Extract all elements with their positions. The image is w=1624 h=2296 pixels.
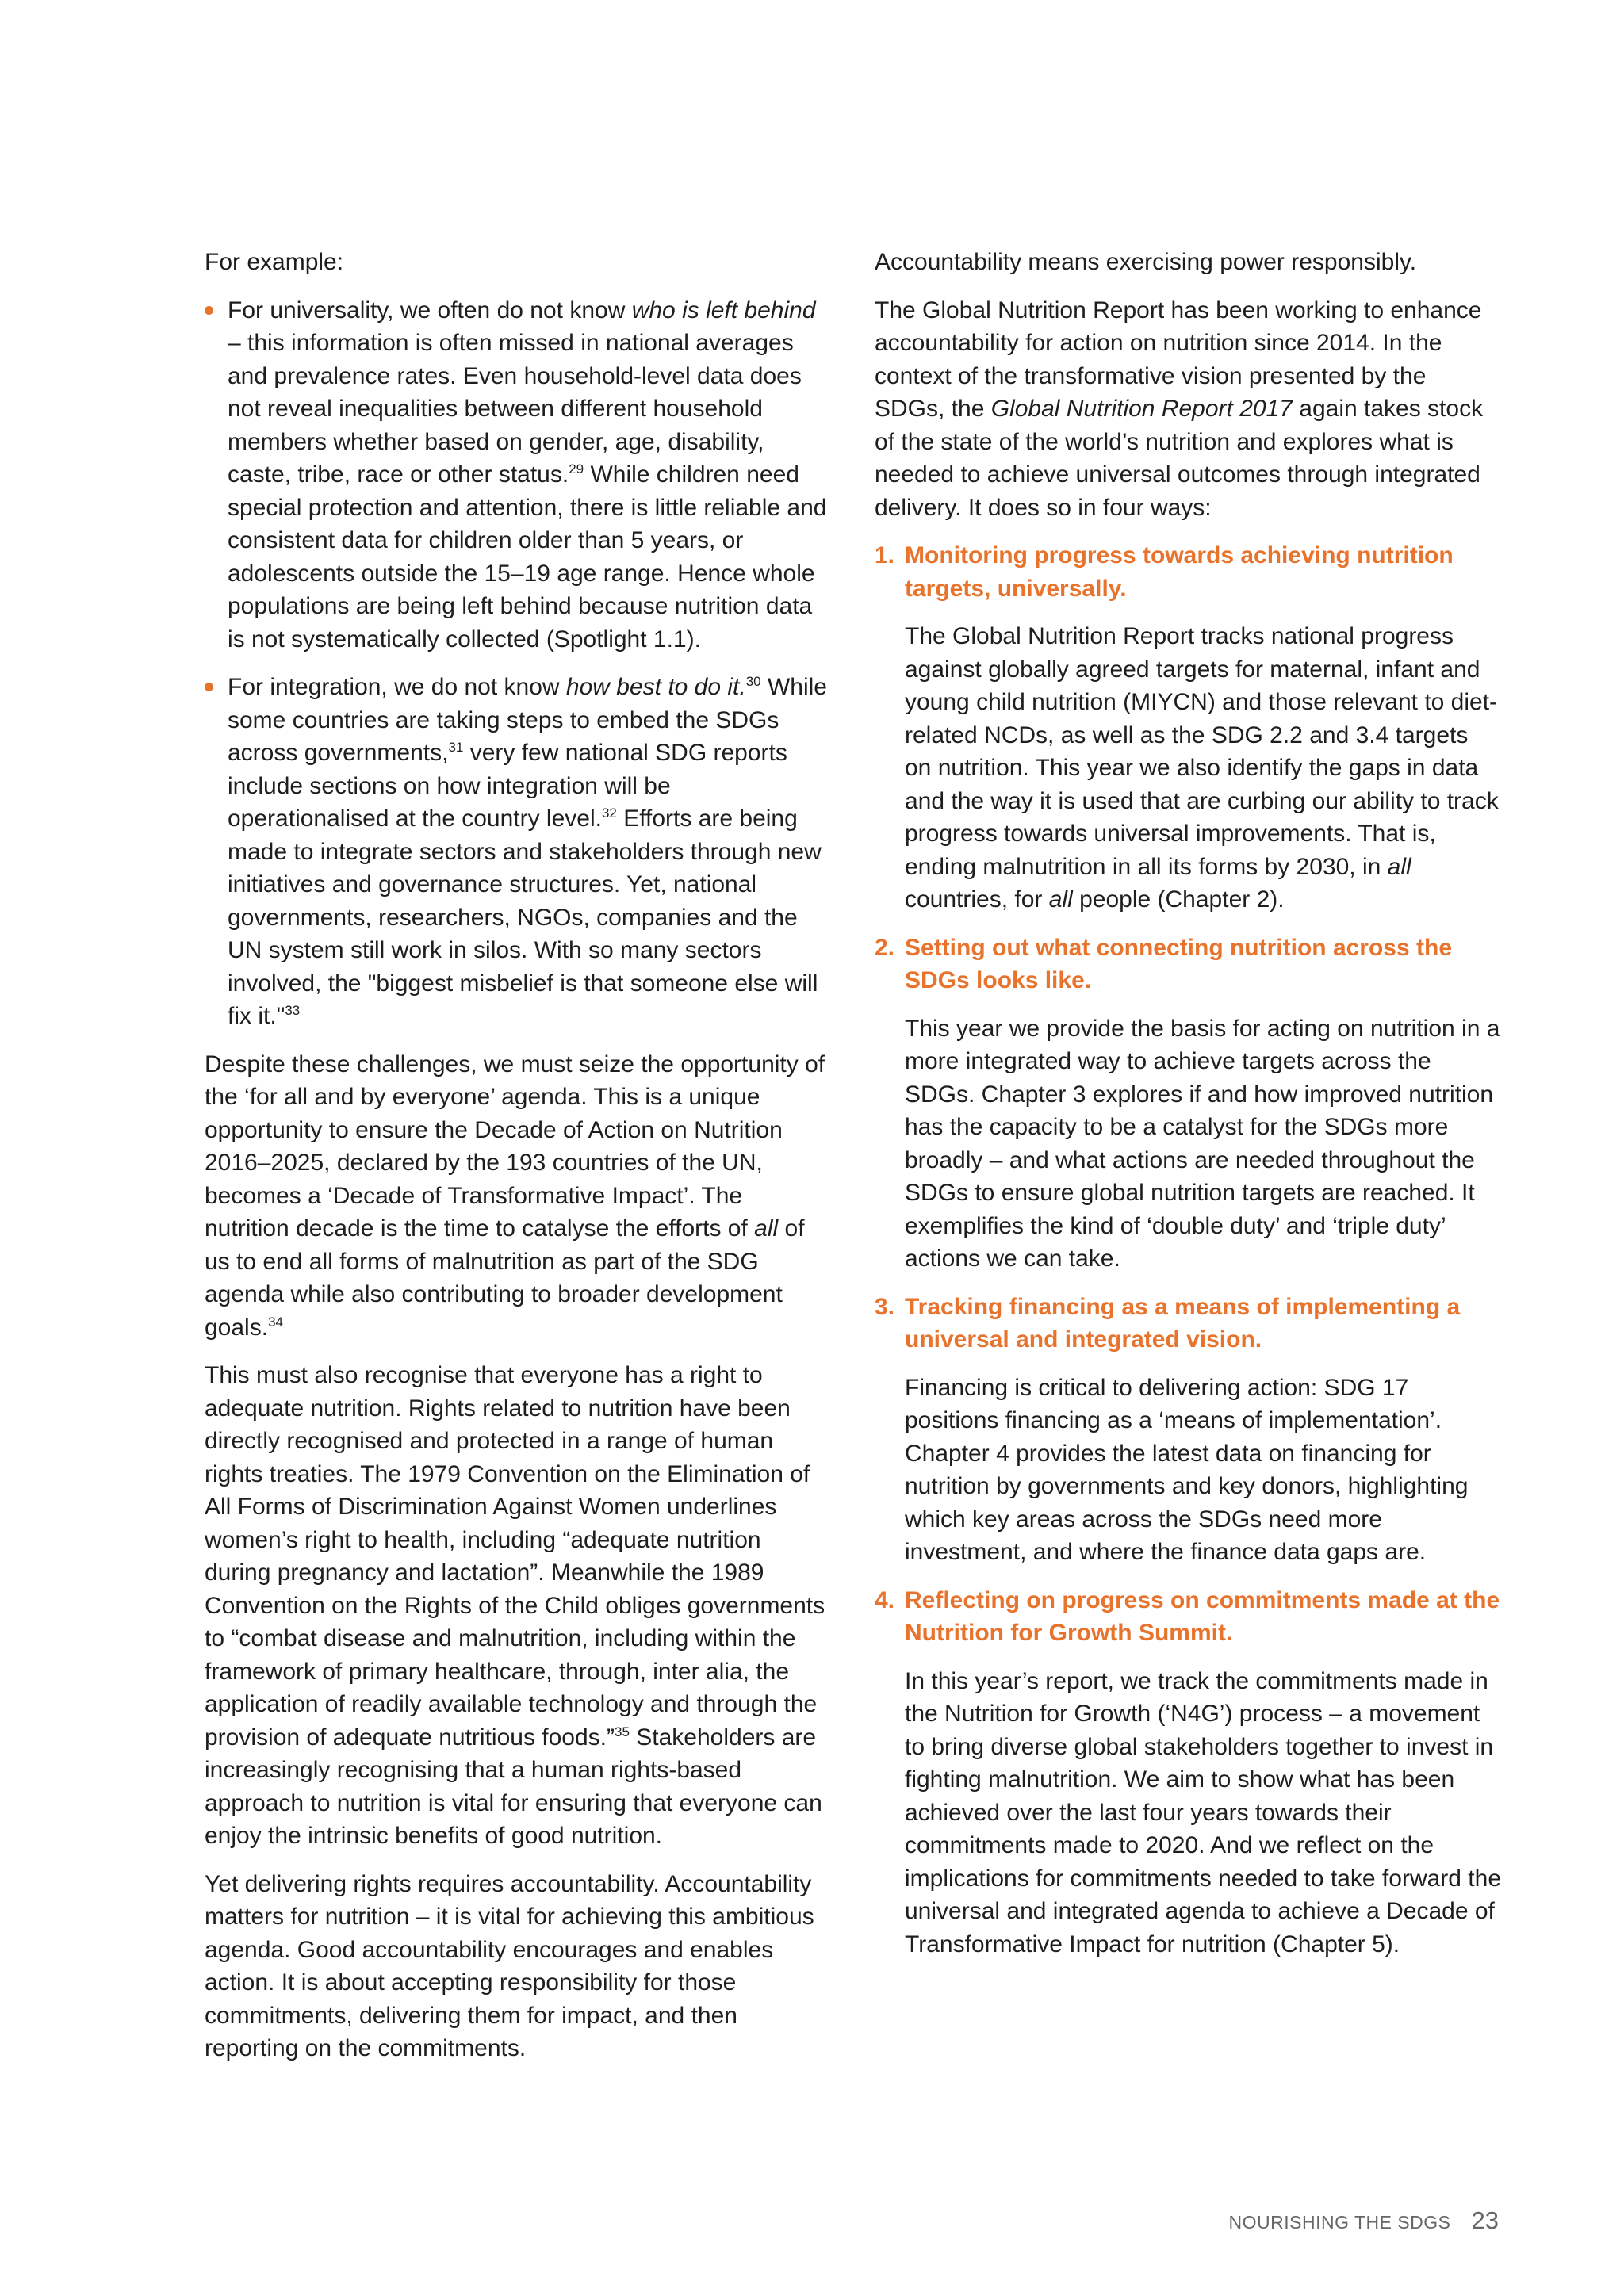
intro-text: For example: [205,249,344,275]
footnote-ref: 32 [601,806,617,821]
paragraph-accountability: Yet delivering rights requires accountability. Accountability matters for nutrition – it is vital for achieving this ambitious agenda. Good accountability encourages and enables action. It is about accepting responsibility for those commitments, delivering them for impact, and then reporting on the commitments. [205,1870,814,2061]
emphasis-text: all [1048,886,1073,913]
way-item-financing [875,1291,1501,1569]
text-run: Efforts are being made to integrate sectors and stakeholders through new initiatives and governance structures. Yet, national governments, researchers, NGOs, companies and the UN system still work in silos. With so many sectors involved, the "biggest misbelief is that someone else will fix it." [228,806,822,1029]
text-run: Despite these challenges, we must seize the opportunity of the ‘for all and by everyone’ agenda. This is a unique opportunity to ensure the Decade of Action on Nutrition 2016–2025, declared by the 193 countries of the UN, becomes a ‘Decade of Transformative Impact’. The nutrition decade is the time to catalyse the efforts of [205,1050,825,1242]
text-run: While some countries are taking steps to embed the SDGs across governments, [228,674,827,766]
footnote-ref: 33 [285,1003,301,1018]
footer-section-title: NOURISHING THE SDGS [1228,2212,1451,2233]
text-run: countries, for [905,886,1049,913]
text-run: For integration, we do not know [228,674,566,700]
bullet-list [205,294,831,1033]
paragraph-opportunity [205,1048,831,1345]
footnote-ref: 31 [448,740,464,755]
right-column [875,246,1501,1976]
text-run: people (Chapter 2). [1072,886,1285,913]
text-run: The Global Nutrition Report tracks national progress against globally agreed targets for maternal, infant and young child nutrition (MIYCN) and those relevant to diet-related NCDs, as well as the SDG 2.2 and 3.4 targets on nutrition. This year we also identify the gaps in data and the way it is used that are curbing our ability to track progress towards universal improvements. That is, ending malnutrition in all its forms by 2030, in [905,623,1499,880]
way-number: 2. [875,934,895,961]
way-body: In this year’s report, we track the commitments made in the Nutrition for Growth (‘N4G’) process – a movement to bring diverse global stakeholders together to invest in fighting malnutrition. We aim to show what has been achieved over the last four years towards their commitments made to 2020. And we reflect on the implications for commitments needed to take forward the universal and integrated agenda to achieve a Decade of Transformative Impact for nutrition (Chapter 5). [905,1667,1502,1957]
footnote-ref: 29 [569,461,584,476]
way-number: 4. [875,1586,895,1613]
way-body: This year we provide the basis for acting on nutrition in a more integrated way to achieve targets across the SDGs. Chapter 3 explores if and how improved nutrition has the capacity to be a catalyst for the SDGs more broadly – and what actions are needed throughout the SDGs to ensure global nutrition targets are reached. It exemplifies the kind of ‘double duty’ and ‘triple duty’ actions we can take. [905,1015,1500,1272]
text-run: again takes stock of the state of the world’s nutrition and explores what is needed to achieve universal outcomes through integrated delivery. It does so in four ways: [875,396,1484,521]
text-run: Stakeholders are increasingly recognising that a human rights-based approach to nutrition is vital for ensuring that everyone can enjoy the intrinsic benefits of good nutrition. [205,1724,822,1849]
way-heading [875,1291,1501,1357]
way-item-commitments [875,1584,1501,1961]
footnote-ref: 35 [615,1724,630,1739]
four-ways-list [875,539,1501,1961]
emphasis-text: all [754,1215,779,1242]
way-heading-text: Reflecting on progress on commitments made at the Nutrition for Growth Summit. [905,1586,1500,1646]
way-heading-text: Setting out what connecting nutrition across the SDGs looks like. [905,934,1453,993]
way-number: 1. [875,542,895,568]
way-body: Financing is critical to delivering action: SDG 17 positions financing as a ‘means of implementation’. Chapter 4 provides the latest data on financing for nutrition by governments and key donors, highlighting which key areas across the SDGs need more investment, and where the finance data gaps are. [905,1374,1469,1565]
left-column [205,246,831,2080]
way-heading [875,932,1501,997]
footnote-ref: 30 [745,674,761,689]
footnote-ref: 34 [268,1314,283,1330]
way-body [875,620,1501,916]
text-run: This must also recognise that everyone has a right to adequate nutrition. Rights related to nutrition have been directly recognised and protected in a range of human rights treaties. The 1979 Convention on the Elimination of All Forms of Discrimination Against Women underlines women’s right to health, including “adequate nutrition during pregnancy and lactation”. Meanwhile the 1989 Convention on the Rights of the Child obliges governments to “combat disease and malnutrition, including within the framework of primary healthcare, through, inter alia, the application of readily available technology and through the provision of adequate nutritious foods.” [205,1362,825,1751]
bullet-item-integration [205,671,831,1033]
way-number: 3. [875,1293,895,1320]
emphasis-text: how best to do it. [565,674,746,700]
text-run: very few national SDG reports include sections on how integration will be operationalised at the country level. [228,740,787,832]
emphasis-text: all [1387,853,1411,880]
way-item-connecting [875,932,1501,1276]
text-run: of us to end all forms of malnutrition as part of the SDG agenda while also contributing to broader development goals. [205,1215,805,1341]
text-run: – this information is often missed in national averages and prevalence rates. Even household-level data does not reveal inequalities between different household members whether based on gender, age, disability, caste, tribe, race or other status. [228,330,802,488]
way-item-monitoring [875,539,1501,916]
way-heading [875,1584,1501,1650]
emphasis-text: Global Nutrition Report 2017 [990,396,1293,422]
way-heading-text: Monitoring progress towards achieving nutrition targets, universally. [905,542,1454,602]
bullet-dot-icon [205,683,213,691]
page-number: 23 [1471,2206,1499,2234]
text-run: While children need special protection and attention, there is little reliable and consistent data for children older than 5 years, or adolescents outside the 15–19 age range. Hence whole populations are being left behind because nutrition data is not systematically collected (Spotlight 1.1). [228,461,827,652]
paragraph-rights [205,1359,831,1853]
bullet-item-universality [205,294,831,656]
page-footer [1229,2206,1499,2235]
bullet-dot-icon [205,306,213,315]
text-run: For universality, we often do not know [228,297,632,323]
paragraph-gnr-intro [875,294,1501,525]
text-run: The Global Nutrition Report has been working to enhance accountability for action on nutrition since 2014. In the context of the transformative vision presented by the SDGs, the [875,297,1482,422]
way-heading [875,539,1501,605]
way-heading-text: Tracking financing as a means of implementing a universal and integrated vision. [905,1293,1461,1353]
emphasis-text: who is left behind [631,297,816,323]
paragraph-accountability-definition: Accountability means exercising power responsibly. [875,249,1417,275]
